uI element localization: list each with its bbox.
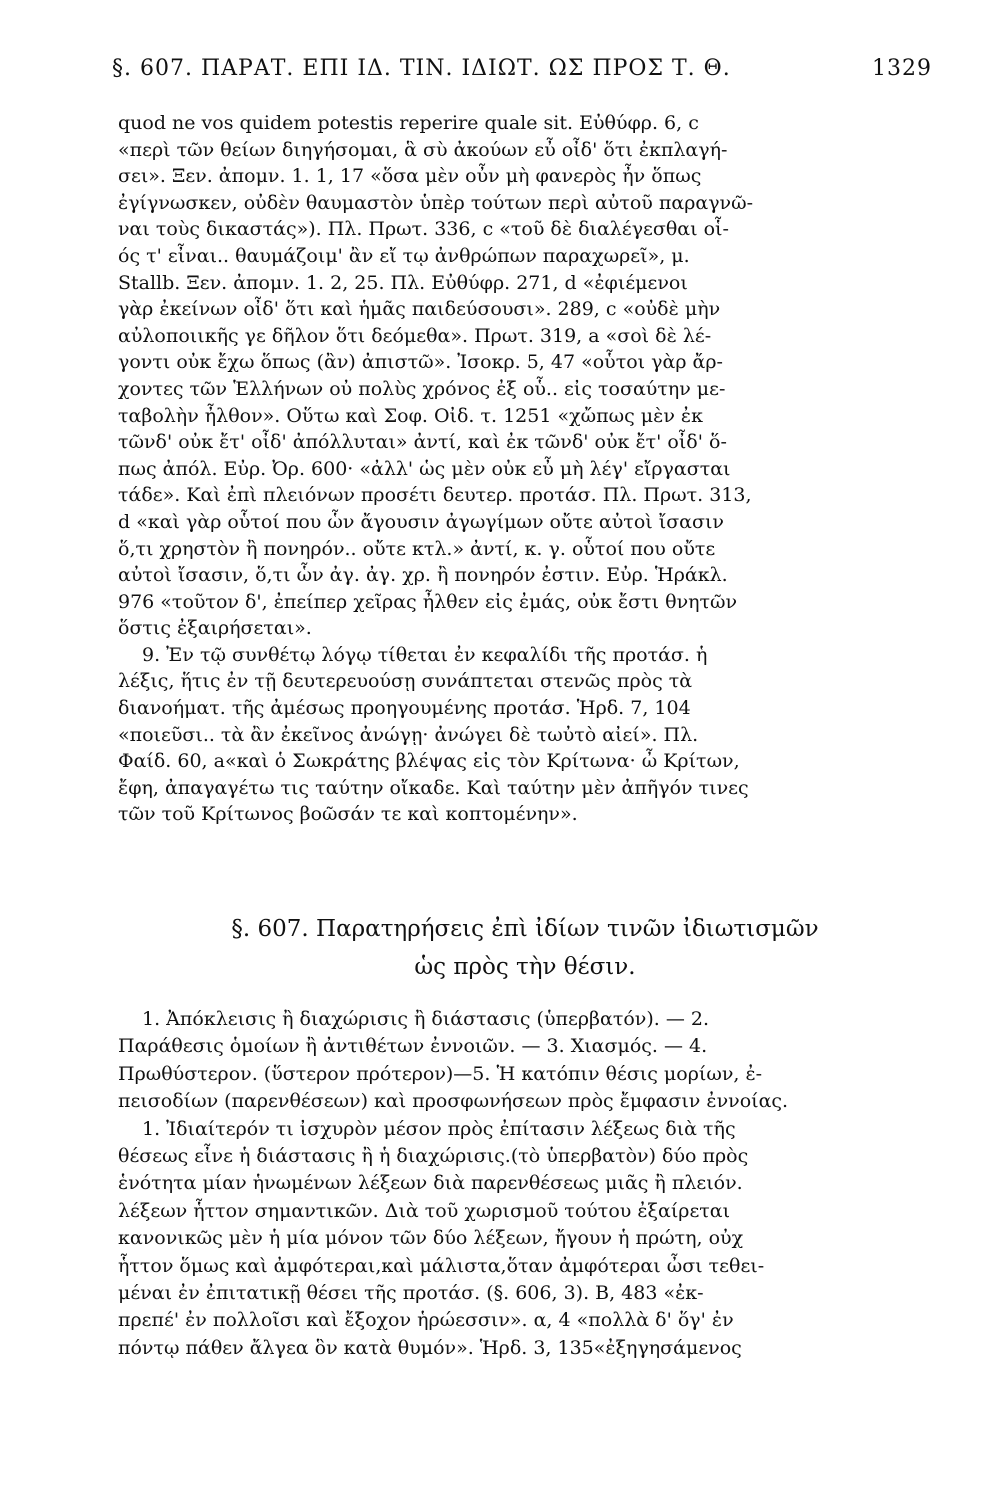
text-line: τῶν τοῦ Κρίτωνος βοῶσάν τε καὶ κοπτομένην». (118, 803, 578, 826)
text-line: σει». Ξεν. ἀπομν. 1. 1, 17 «ὅσα μὲν οὖν μὴ φανερὸς ἦν ὅπως (118, 165, 702, 188)
text-line: «περὶ τῶν θείων διηγήσομαι, ἃ σὺ ἀκούων εὖ οἶδ' ὅτι ἐκπλαγή- (118, 138, 728, 161)
text-line: ταβολὴν ἦλθον». Οὕτω καὶ Σοφ. Οἰδ. τ. 1251 «χὤπως μὲν ἐκ (118, 404, 703, 427)
text-line: αὐτοὶ ἴσασιν, ὅ,τι ὧν ἀγ. ἀγ. χρ. ἢ πονηρόν ἐστιν. Εὐρ. Ἡράκλ. (118, 564, 728, 587)
text-line: ἐγίγνωσκεν, οὐδὲν θαυμαστὸν ὑπὲρ τούτων περὶ αὐτοῦ παραγνῶ- (118, 191, 754, 214)
text-line: d «καὶ γὰρ οὗτοί που ὧν ἄγουσιν ἀγωγίμων οὔτε αὐτοὶ ἴσασιν (118, 510, 724, 533)
text-line: ἧττον ὅμως καὶ ἀμφότεραι,καὶ μάλιστα,ὅταν ἀμφότεραι ὦσι τεθει- (118, 1254, 765, 1277)
text-line: ἑνότητα μίαν ἡνωμένων λέξεων διὰ παρενθέσεως μιᾶς ἢ πλειόν. (118, 1172, 743, 1195)
text-line: γὰρ ἐκείνων οἶδ' ὅτι καὶ ἡμᾶς παιδεύσουσι». 289, c «οὐδὲ μὴν (118, 298, 721, 321)
text-line: Φαίδ. 60, a«καὶ ὁ Σωκράτης βλέψας εἰς τὸν Κρίτωνα· ὦ Κρίτων, (118, 750, 740, 773)
text-line: ὅστις ἐξαιρήσεται». (118, 617, 312, 640)
text-line: ἔφη, ἀπαγαγέτω τις ταύτην οἴκαδε. Καὶ ταύτην μὲν ἀπῆγόν τινες (118, 776, 749, 799)
paragraph-1-start: 1. Ἰδιαίτερόν τι ἰσχυρὸν μέσον πρὸς ἐπίτασιν λέξεως διὰ τῆς (142, 1117, 736, 1140)
summary-line: πεισοδίων (παρενθέσεων) καὶ προσφωνήσεων πρὸς ἔμφασιν ἐννοίας. (118, 1090, 789, 1113)
section-heading-line-1: §. 607. Παρατηρήσεις ἐπὶ ἰδίων τινῶν ἰδιωτισμῶν (231, 916, 819, 942)
text-line: τῶνδ' οὐκ ἔτ' οἶδ' ἀπόλλυται» ἀντί, καὶ ἐκ τῶνδ' οὐκ ἔτ' οἶδ' ὅ- (118, 431, 727, 454)
section-heading-line-2: ὡς πρὸς τὴν θέσιν. (414, 954, 636, 980)
text-line: quod ne vos quidem potestis reperire quale sit. Εὐθύφρ. 6, c (118, 112, 699, 134)
text-line: θέσεως εἶνε ἡ διάστασις ἢ ἡ διαχώρισις.(τὸ ὑπερβατὸν) δύο πρὸς (118, 1144, 749, 1167)
running-head-title: §. 607. ΠΑΡΑΤ. ΕΠΙ ΙΔ. ΤΙΝ. ΙΔΙΩΤ. ΩΣ ΠΡΟΣ Τ. Θ. (112, 56, 731, 81)
text-line: τάδε». Καὶ ἐπὶ πλειόνων προσέτι δευτερ. προτάσ. Πλ. Πρωτ. 313, (118, 484, 752, 507)
text-line: χοντες τῶν Ἑλλήνων οὐ πολὺς χρόνος ἐξ οὗ.. εἰς τοσαύτην με- (118, 377, 726, 400)
text-line: Stallb. Ξεν. ἀπομν. 1. 2, 25. Πλ. Εὐθύφρ. 271, d «ἐφιέμενοι (118, 271, 688, 294)
text-line: διανοήματ. τῆς ἀμέσως προηγουμένης προτάσ. Ἡρδ. 7, 104 (118, 697, 691, 720)
text-line: κανονικῶς μὲν ἡ μία μόνον τῶν δύο λέξεων, ἤγουν ἡ πρώτη, οὐχ (118, 1227, 744, 1250)
text-line: ὅ,τι χρηστὸν ἢ πονηρόν.. οὔτε κτλ.» ἀντί, κ. γ. οὗτοί που οὔτε (118, 537, 716, 560)
summary-line: Παράθεσις ὁμοίων ἢ ἀντιθέτων ἐννοιῶν. — 3. Χιασμός. — 4. (118, 1035, 708, 1058)
text-line: μέναι ἐν ἐπιτατικῇ θέσει τῆς προτάσ. (§. 606, 3). B, 483 «ἐκ- (118, 1281, 704, 1304)
text-line: «ποιεῦσι.. τὰ ἂν ἐκεῖνος ἀνώγῃ· ἀνώγει δὲ τωὐτὸ αἰεί». Πλ. (118, 723, 699, 746)
summary-line: Πρωθύστερον. (ὕστερον πρότερον)—5. Ἡ κατόπιν θέσις μορίων, ἐ- (118, 1062, 763, 1085)
text-line: ναι τοὺς δικαστάς»). Πλ. Πρωτ. 336, c «τοῦ δὲ διαλέγεσθαι οἷ- (118, 218, 729, 241)
paragraph-9-start: 9. Ἐν τῷ συνθέτῳ λόγῳ τίθεται ἐν κεφαλίδι τῆς προτάσ. ἡ (142, 643, 708, 666)
text-line: αὐλοποιικῆς γε δῆλον ὅτι δεόμεθα». Πρωτ. 319, a «σοὶ δὲ λέ- (118, 324, 712, 347)
summary-line: 1. Ἀπόκλεισις ἢ διαχώρισις ἢ διάστασις (ὑπερβατόν). — 2. (142, 1008, 709, 1030)
lower-text-block (118, 1006, 933, 1362)
page-number: 1329 (872, 56, 932, 81)
upper-text-block (118, 110, 933, 828)
text-line: γοντι οὐκ ἔχω ὅπως (ἂν) ἀπιστῶ». Ἰσοκρ. 5, 47 «οὗτοι γὰρ ἄρ- (118, 351, 723, 374)
text-line: λέξις, ἥτις ἐν τῇ δευτερευούσῃ συνάπτεται στενῶς πρὸς τὰ (118, 670, 693, 693)
text-line: 976 «τοῦτον δ', ἐπείπερ χεῖρας ἦλθεν εἰς ἐμάς, οὐκ ἔστι θνητῶν (118, 590, 738, 613)
running-head (112, 56, 932, 90)
section-heading (130, 910, 920, 986)
text-line: πόντῳ πάθεν ἄλγεα ὃν κατὰ θυμόν». Ἡρδ. 3, 135«ἐξηγησάμενος (118, 1336, 742, 1359)
text-line: ός τ' εἶναι.. θαυμάζοιμ' ἂν εἴ τῳ ἀνθρώπων παραχωρεῖ», μ. (118, 244, 690, 267)
text-line: πως ἀπόλ. Εὐρ. Ὀρ. 600· «ἀλλ' ὡς μὲν οὐκ εὖ μὴ λέγ' εἴργασται (118, 457, 731, 480)
text-line: λέξεων ἧττον σημαντικῶν. Διὰ τοῦ χωρισμοῦ τούτου ἐξαίρεται (118, 1199, 731, 1222)
text-line: πρεπέ' ἐν πολλοῖσι καὶ ἔξοχον ἡρώεσσιν». α, 4 «πολλὰ δ' ὅγ' ἐν (118, 1309, 734, 1332)
